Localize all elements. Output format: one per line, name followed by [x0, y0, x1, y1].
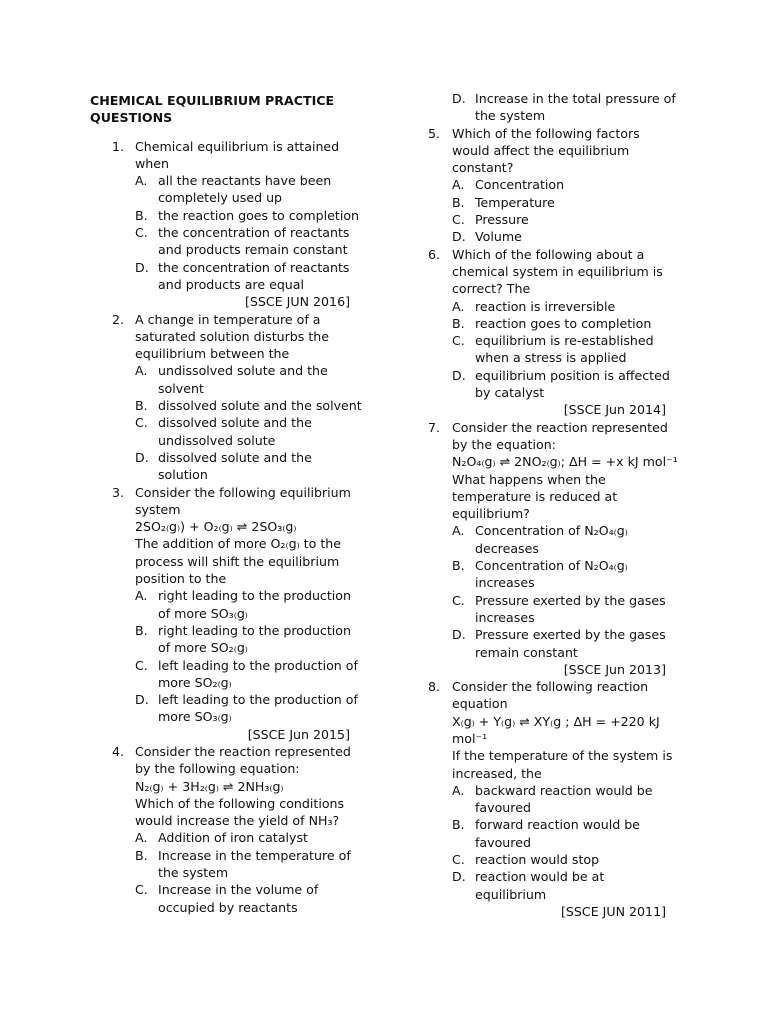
answer-option [135, 449, 380, 484]
option-letter: D. [452, 627, 466, 643]
answer-option [135, 881, 380, 916]
left-column [90, 90, 380, 916]
option-text-line: of more SO₃₍g₎ [158, 605, 248, 621]
option-text-line: Pressure exerted by the gases [475, 592, 666, 608]
option-letter: C. [135, 657, 148, 673]
answer-option [452, 332, 690, 367]
question-text-line: correct? The [452, 281, 531, 297]
answer-option [135, 414, 380, 449]
answer-option [452, 211, 690, 228]
option-text-line: forward reaction would be [475, 817, 640, 833]
option-letter: D. [452, 91, 466, 106]
question-text-line: equation [452, 696, 508, 712]
answer-option [135, 172, 380, 207]
question-text-line: Chemical equilibrium is attained [135, 138, 340, 154]
option-letter: B. [452, 558, 465, 574]
answer-option [452, 782, 690, 817]
option-text-line: reaction would stop [475, 852, 600, 868]
answer-option [135, 587, 380, 622]
option-text-line: more SO₂₍g₎ [158, 674, 232, 690]
answer-option [135, 829, 380, 846]
option-letter: A. [135, 588, 148, 604]
question-7 [428, 419, 690, 678]
option-text-line: equilibrium [475, 886, 547, 902]
question-text-line: N₂O₄₍g₎ ⇌ 2NO₂₍g₎; ΔH = +x kJ mol⁻¹ [452, 454, 678, 470]
question-text-line: Which of the following about a [452, 246, 645, 262]
answer-option [135, 362, 380, 397]
option-letter: C. [452, 333, 465, 349]
option-text-line: when a stress is applied [475, 350, 627, 366]
option-letter: D. [452, 869, 466, 885]
question-text-line: when [135, 155, 170, 171]
option-letter: D. [135, 449, 149, 465]
question-text-line: position to the [135, 571, 227, 587]
option-text-line: equilibrium position is affected [475, 367, 670, 383]
option-letter: B. [452, 817, 465, 833]
question-text-line: by the equation: [452, 436, 556, 452]
option-text-line: Temperature [475, 194, 555, 210]
option-text-line: the concentration of reactants [158, 225, 350, 241]
option-text-line: favoured [475, 834, 531, 850]
option-text-line: Concentration of N₂O₄₍g₎ [475, 523, 628, 539]
option-text-line: the concentration of reactants [158, 259, 350, 275]
right-column [428, 90, 690, 920]
question-text-line: Consider the reaction represented [135, 743, 351, 759]
option-text-line: Volume [475, 229, 522, 245]
option-text-line: Pressure [475, 212, 529, 228]
answer-option [135, 224, 380, 259]
option-text-line: all the reactants have been [158, 173, 332, 189]
question-text-line: The addition of more O₂₍g₎ to the [135, 536, 341, 552]
question-number: 5. [428, 125, 441, 141]
option-letter: B. [135, 847, 148, 863]
question-text-line: system [135, 501, 181, 517]
question-text-line: increased, the [452, 765, 542, 781]
option-text-line: dissolved solute and the solvent [158, 398, 362, 414]
option-letter: D. [452, 229, 466, 245]
option-letter: A. [452, 782, 465, 798]
option-letter: C. [135, 225, 148, 241]
option-text-line: completely used up [158, 190, 283, 206]
question-text-line: equilibrium? [452, 506, 530, 522]
option-letter: D. [135, 259, 149, 275]
option-letter: A. [135, 363, 148, 379]
exam-source: [SSCE JUN 2011] [561, 903, 666, 919]
question-text-line: chemical system in equilibrium is [452, 263, 663, 279]
option-text-line: Increase in the total pressure of [475, 91, 676, 106]
option-text-line: reaction is irreversible [475, 298, 616, 314]
option-text-line: the system [158, 865, 229, 881]
option-text-line: Increase in the volume of [158, 882, 319, 898]
option-text-line: decreases [475, 540, 539, 556]
option-text-line: dissolved solute and the [158, 415, 312, 431]
answer-option [135, 259, 380, 294]
option-text-line: undissolved solute and the [158, 363, 328, 379]
question-text-line: 2SO₂₍g₎) + O₂₍g₎ ⇌ 2SO₃₍g₎ [135, 519, 297, 535]
option-letter: A. [135, 173, 148, 189]
question-number: 6. [428, 246, 441, 262]
answer-option [135, 657, 380, 692]
question-text-line: Consider the following reaction [452, 679, 649, 695]
option-text-line: right leading to the production [158, 588, 351, 604]
exam-source: [SSCE Jun 2014] [563, 402, 666, 418]
question-6 [428, 246, 690, 419]
option-text-line: right leading to the production [158, 622, 351, 638]
answer-option [135, 691, 380, 726]
option-text-line: occupied by reactants [158, 899, 298, 915]
option-text-line: increases [475, 609, 535, 625]
question-1 [90, 138, 380, 311]
option-text-line: left leading to the production of [158, 692, 358, 708]
question-2 [90, 311, 380, 484]
option-letter: A. [135, 830, 148, 846]
question-text-line: X₍g₎ + Y₍g₎ ⇌ XY₍g ; ΔH = +220 kJ [452, 713, 660, 729]
option-letter: D. [452, 367, 466, 383]
option-text-line: Increase in the temperature of [158, 847, 351, 863]
option-text-line: solution [158, 467, 208, 483]
option-letter: B. [135, 207, 148, 223]
right-questions [428, 90, 690, 920]
answer-option [452, 592, 690, 627]
question-number: 1. [112, 138, 125, 154]
option-text-line: increases [475, 575, 535, 591]
exam-source: [SSCE Jun 2013] [563, 661, 666, 677]
option-text-line: remain constant [475, 644, 578, 660]
option-text-line: Addition of iron catalyst [158, 830, 308, 846]
exam-source: [SSCE Jun 2015] [247, 726, 350, 742]
left-questions [90, 138, 380, 916]
answer-option [135, 847, 380, 882]
question-text-line: If the temperature of the system is [452, 748, 673, 764]
option-letter: A. [452, 298, 465, 314]
question-text-line: Consider the following equilibrium [135, 484, 351, 500]
document-title [90, 92, 380, 127]
option-text-line: more SO₃₍g₎ [158, 709, 232, 725]
question-text-line: constant? [452, 160, 514, 176]
option-text-line: left leading to the production of [158, 657, 358, 673]
question-cont [428, 90, 690, 125]
question-text-line: Which of the following factors [452, 125, 640, 141]
option-text-line: the system [475, 108, 546, 124]
option-letter: C. [452, 852, 465, 868]
option-letter: A. [452, 177, 465, 193]
option-text-line: of more SO₂₍g₎ [158, 640, 248, 656]
option-text-line: solvent [158, 380, 204, 396]
question-text-line: N₂₍g₎ + 3H₂₍g₎ ⇌ 2NH₃₍g₎ [135, 778, 284, 794]
option-text-line: Concentration of N₂O₄₍g₎ [475, 558, 628, 574]
option-text-line: dissolved solute and the [158, 449, 312, 465]
answer-option [452, 298, 690, 315]
option-text-line: by catalyst [475, 385, 545, 401]
answer-option [452, 868, 690, 903]
option-letter: B. [452, 315, 465, 331]
question-8 [428, 678, 690, 920]
option-text-line: Pressure exerted by the gases [475, 627, 666, 643]
question-text-line: would increase the yield of NH₃? [135, 813, 340, 829]
answer-option [135, 622, 380, 657]
question-text-line: equilibrium between the [135, 346, 290, 362]
question-3 [90, 484, 380, 743]
option-letter: C. [452, 212, 465, 228]
option-text-line: favoured [475, 800, 531, 816]
question-text-line: would affect the equilibrium [452, 142, 630, 158]
question-text-line: mol⁻¹ [452, 730, 488, 746]
title-line: CHEMICAL EQUILIBRIUM PRACTICE [90, 93, 335, 108]
question-text-line: process will shift the equilibrium [135, 553, 340, 569]
option-letter: B. [452, 194, 465, 210]
question-text-line: Which of the following conditions [135, 795, 345, 811]
exam-source: [SSCE JUN 2016] [245, 294, 350, 310]
option-letter: D. [135, 692, 149, 708]
answer-option [452, 315, 690, 332]
answer-option [452, 851, 690, 868]
option-text-line: the reaction goes to completion [158, 207, 360, 223]
question-text-line: temperature is reduced at [452, 488, 618, 504]
title-line: QUESTIONS [90, 110, 173, 126]
option-letter: B. [135, 398, 148, 414]
option-text-line: undissolved solute [158, 432, 276, 448]
question-text-line: Consider the reaction represented [452, 419, 668, 435]
option-text-line: backward reaction would be [475, 782, 653, 798]
question-number: 8. [428, 679, 441, 695]
answer-option [452, 194, 690, 211]
option-text-line: and products are equal [158, 276, 305, 292]
question-number: 2. [112, 311, 125, 327]
option-letter: A. [452, 523, 465, 539]
option-text-line: and products remain constant [158, 242, 348, 258]
answer-option [452, 557, 690, 592]
answer-option [452, 228, 690, 245]
answer-option [452, 522, 690, 557]
answer-option [452, 626, 690, 661]
option-letter: C. [135, 415, 148, 431]
question-text-line: saturated solution disturbs the [135, 328, 330, 344]
question-text-line: by the following equation: [135, 761, 300, 777]
answer-option [452, 90, 690, 125]
question-number: 4. [112, 743, 125, 759]
question-text-line: What happens when the [452, 471, 606, 487]
option-text-line: Concentration [475, 177, 565, 193]
answer-option [452, 176, 690, 193]
option-text-line: reaction would be at [475, 869, 605, 885]
answer-option [452, 816, 690, 851]
option-letter: C. [135, 882, 148, 898]
answer-option [452, 367, 690, 402]
answer-option [135, 207, 380, 224]
option-letter: B. [135, 622, 148, 638]
question-text-line: A change in temperature of a [135, 311, 321, 327]
question-number: 7. [428, 419, 441, 435]
question-number: 3. [112, 484, 125, 500]
option-letter: C. [452, 592, 465, 608]
option-text-line: equilibrium is re-established [475, 333, 654, 349]
answer-option [135, 397, 380, 414]
question-4 [90, 743, 380, 916]
question-5 [428, 125, 690, 246]
option-text-line: reaction goes to completion [475, 315, 652, 331]
